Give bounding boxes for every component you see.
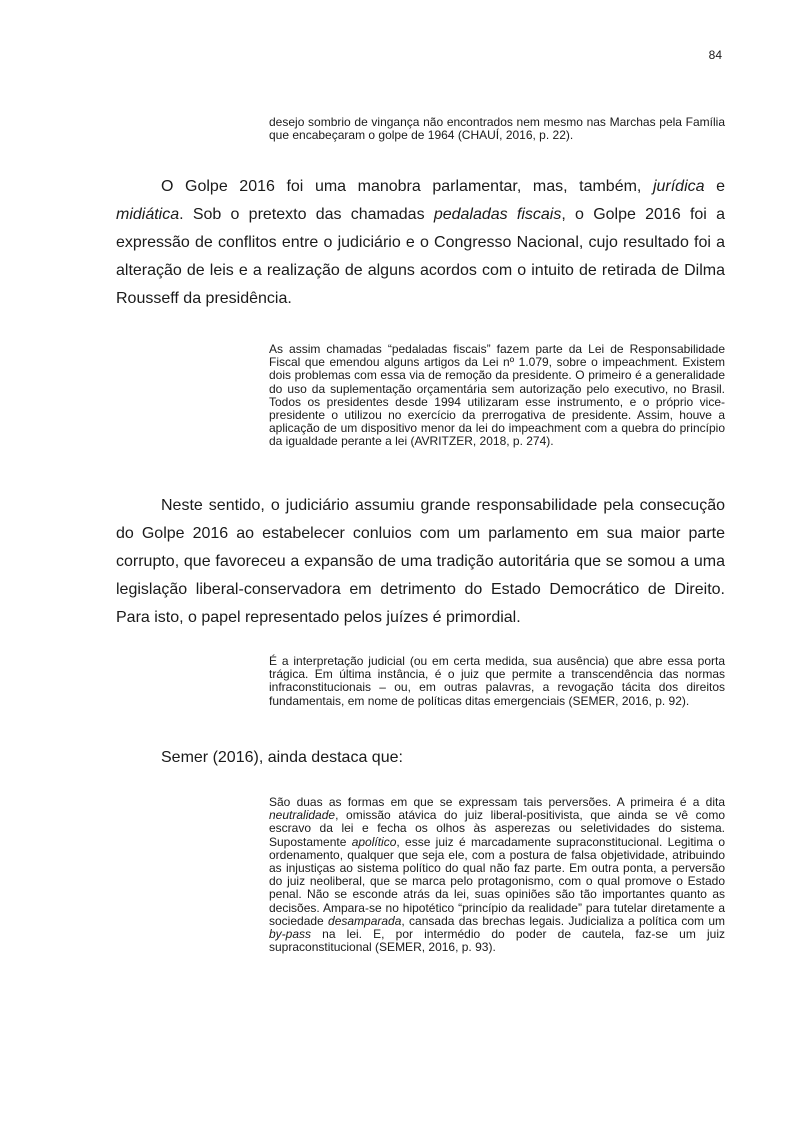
para-text: Neste sentido, o judiciário assumiu grande responsabilidade pela consecução do Golpe 2016 ao estabelecer conluios com um parlamento em sua maior parte corrupto, que favoreceu a expansão de uma tradição autoritária que se somou a uma legislação liberal-conservadora em detrimento do Estado Democrático de Direito. Para isto, o papel representado pelos juízes é primordial.	[116, 497, 725, 626]
quote-text: , omissão atávica do juiz liberal-positivista, que ainda se vê como escravo da lei e fecha os olhos às asperezas ou seletividades do sistema. Supostamente	[269, 808, 725, 849]
quote-text: na lei. E, por intermédio do poder de cautela, faz-se um juiz supraconstitucional (SEMER, 2016, p. 93).	[269, 927, 725, 955]
para-text: e	[704, 178, 726, 195]
emphasis-apolitico: apolítico	[351, 834, 397, 849]
quote-text: , esse juiz é marcadamente supraconstitucional. Legitima o ordenamento, qualquer que seja ele, com a postura de falsa objetividade, atribuindo as injustiças ao sistema político do qual não faz parte. Em outra ponta, a perversão do juiz neoliberal, que se marca pelo protagonismo, com o qual promove o Estado penal. Não se esconde atrás da lei, suas opiniões são tão importantes quanto as decisões. Ampara-se no hipotético “princípio da realidade” para tutelar diretamente a sociedade	[269, 834, 725, 928]
para-text: Semer (2016), ainda destaca que:	[161, 749, 403, 766]
quote-text: As assim chamadas “pedaladas fiscais” fazem parte da Lei de Responsabilidade Fiscal que emendou alguns artigos da Lei nº 1.079, sobre o impeachment. Existem dois problemas com essa via de remoção da presidente. O primeiro é a generalidade do uso da suplementação orçamentária sem autorização pelo executivo, no Brasil. Todos os presidentes desde 1994 utilizaram esse instrumento, e o próprio vice-presidente o utilizou no exercício da prerrogativa de presidente. Assim, houve a aplicação de um dispositivo menor da lei do impeachment com a quebra do princípio da igualdade perante a lei (AVRITZER, 2018, p. 274).	[269, 342, 725, 449]
emphasis-pedaladas-fiscais: pedaladas fiscais	[433, 206, 562, 223]
para-text: . Sob o pretexto das chamadas	[179, 206, 434, 223]
para-text: , o Golpe 2016 foi a expressão de conflitos entre o judiciário e o Congresso Nacional, cujo resultado foi a alteração de leis e a realização de alguns acordos com o intuito de retirada de Dilma Rousseff da presidência.	[116, 206, 726, 307]
quote-text: desejo sombrio de vingança não encontrados nem mesmo nas Marchas pela Família que encabeçaram o golpe de 1964 (CHAUÍ, 2016, p. 22).	[269, 115, 725, 143]
quote-text: É a interpretação judicial (ou em certa medida, sua ausência) que abre essa porta trágica. Em última instância, é o juiz que permite a transcendência das normas infraconstitucionais – ou, em outras palavras, a revogação tácita dos direitos fundamentais, em nome de políticas ditas emergenciais (SEMER, 2016, p. 92).	[269, 654, 725, 708]
quote-text: São duas as formas em que se expressam tais perversões. A primeira é a dita	[269, 795, 725, 809]
block-quote-avritzer	[269, 343, 725, 449]
block-quote-semer-93	[269, 796, 725, 954]
paragraph-golpe-2016	[116, 173, 725, 313]
block-quote-semer-92	[269, 655, 725, 708]
paragraph-semer-intro	[116, 744, 725, 772]
paragraph-judiciario	[116, 492, 725, 632]
para-text: O Golpe 2016 foi uma manobra parlamentar, mas, também,	[161, 178, 653, 195]
emphasis-midiatica: midiática	[116, 206, 180, 223]
emphasis-desamparada: desamparada	[328, 913, 402, 928]
page-number: 84	[708, 48, 722, 62]
block-quote-chaui	[269, 116, 725, 142]
emphasis-neutralidade: neutralidade	[269, 808, 336, 823]
emphasis-juridica: jurídica	[652, 178, 705, 195]
emphasis-by-pass: by-pass	[269, 927, 312, 942]
quote-text: , cansada das brechas legais. Judicializa a política com um	[401, 913, 725, 928]
